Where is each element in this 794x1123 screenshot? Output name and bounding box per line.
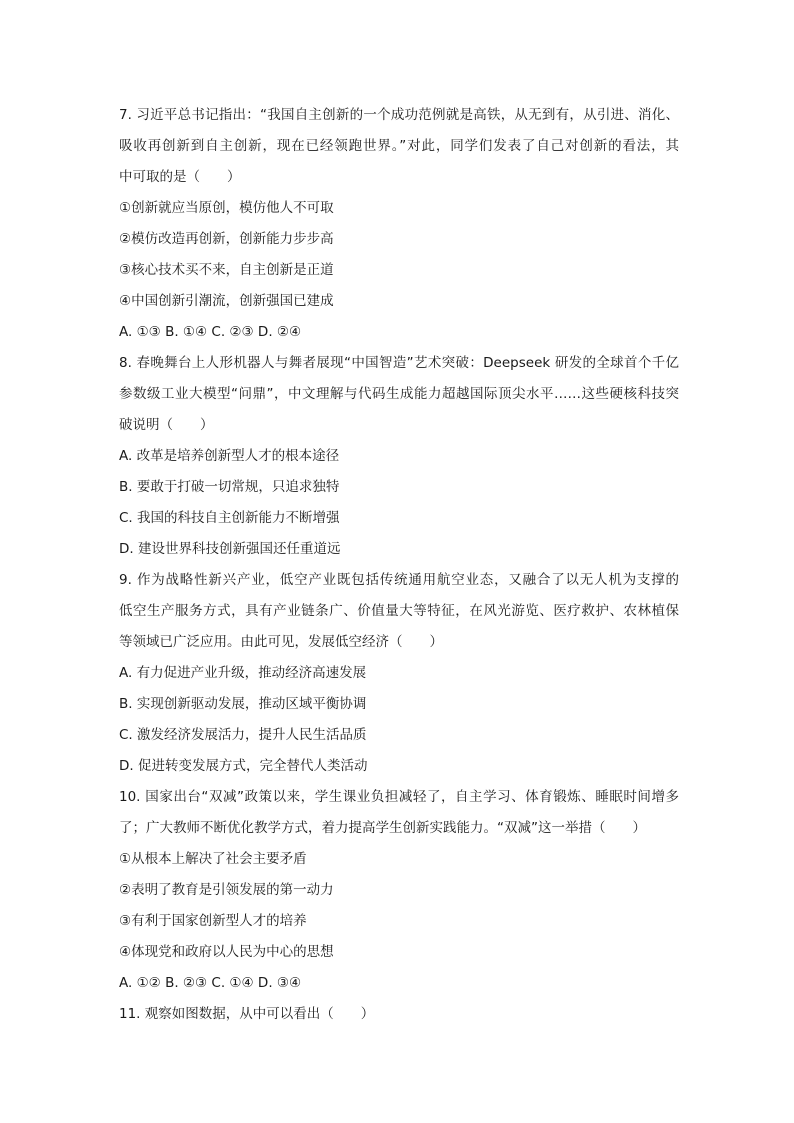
- answer-option: D. 促进转变发展方式，完全替代人类活动: [119, 758, 368, 774]
- question-stem-line: 等领域已广泛应用。由此可见，发展低空经济（ ）: [119, 634, 443, 650]
- statement-item: ③核心技术买不来，自主创新是正道: [119, 262, 334, 278]
- statement-item: ②模仿改造再创新，创新能力步步高: [119, 231, 334, 247]
- answer-option: D. 建设世界科技创新强国还任重道远: [119, 541, 341, 557]
- question-stem-line: 低空生产服务方式，具有产业链条广、价值量大等特征，在风光游览、医疗救护、农林植保: [119, 603, 679, 619]
- statement-item: ④中国创新引潮流，创新强国已建成: [119, 293, 334, 309]
- statement-item: ①创新就应当原创，模仿他人不可取: [119, 200, 334, 216]
- question-stem-line: 中可取的是（ ）: [119, 169, 241, 185]
- answer-option: B. 实现创新驱动发展，推动区域平衡协调: [119, 696, 367, 712]
- question-stem-line: 了；广大教师不断优化教学方式，着力提高学生创新实践能力。“双减”这一举措（ ）: [119, 820, 646, 836]
- question-11: [119, 999, 679, 1030]
- answer-option: A. 改革是培养创新型人才的根本途径: [119, 448, 340, 464]
- answer-option: B. 要敢于打破一切常规，只追求独特: [119, 479, 340, 495]
- question-stem-line: 11. 观察如图数据，从中可以看出（ ）: [119, 1006, 375, 1022]
- question-9: [119, 565, 679, 782]
- question-stem-line: 10. 国家出台“双减”政策以来，学生课业负担减轻了，自主学习、体育锻炼、睡眠时间增多: [119, 789, 679, 805]
- question-10: [119, 782, 679, 999]
- question-stem-line: 吸收再创新到自主创新，现在已经领跑世界。”对此，同学们发表了自己对创新的看法，其: [119, 138, 679, 154]
- question-7: [119, 100, 679, 348]
- answer-choices: A. ①③ B. ①④ C. ②③ D. ②④: [119, 324, 302, 340]
- question-stem-line: 破说明（ ）: [119, 417, 214, 433]
- statement-item: ④体现党和政府以人民为中心的思想: [119, 944, 334, 960]
- answer-option: A. 有力促进产业升级，推动经济高速发展: [119, 665, 367, 681]
- question-8: [119, 348, 679, 565]
- statement-item: ③有利于国家创新型人才的培养: [119, 913, 307, 929]
- question-stem-line: 7. 习近平总书记指出：“我国自主创新的一个成功范例就是高铁，从无到有，从引进、消化、: [119, 107, 679, 123]
- answer-option: C. 我国的科技自主创新能力不断增强: [119, 510, 340, 526]
- statement-item: ①从根本上解决了社会主要矛盾: [119, 851, 307, 867]
- exam-page: [119, 100, 679, 1030]
- question-stem-line: 9. 作为战略性新兴产业，低空产业既包括传统通用航空业态，又融合了以无人机为支撑的: [119, 572, 679, 588]
- question-stem-line: 8. 春晚舞台上人形机器人与舞者展现“中国智造”艺术突破：Deepseek 研发的全球首个千亿: [119, 355, 679, 371]
- statement-item: ②表明了教育是引领发展的第一动力: [119, 882, 334, 898]
- question-stem-line: 参数级工业大模型“问鼎”，中文理解与代码生成能力超越国际顶尖水平……这些硬核科技突: [119, 386, 679, 402]
- answer-choices: A. ①② B. ②③ C. ①④ D. ③④: [119, 975, 302, 991]
- answer-option: C. 激发经济发展活力，提升人民生活品质: [119, 727, 367, 743]
